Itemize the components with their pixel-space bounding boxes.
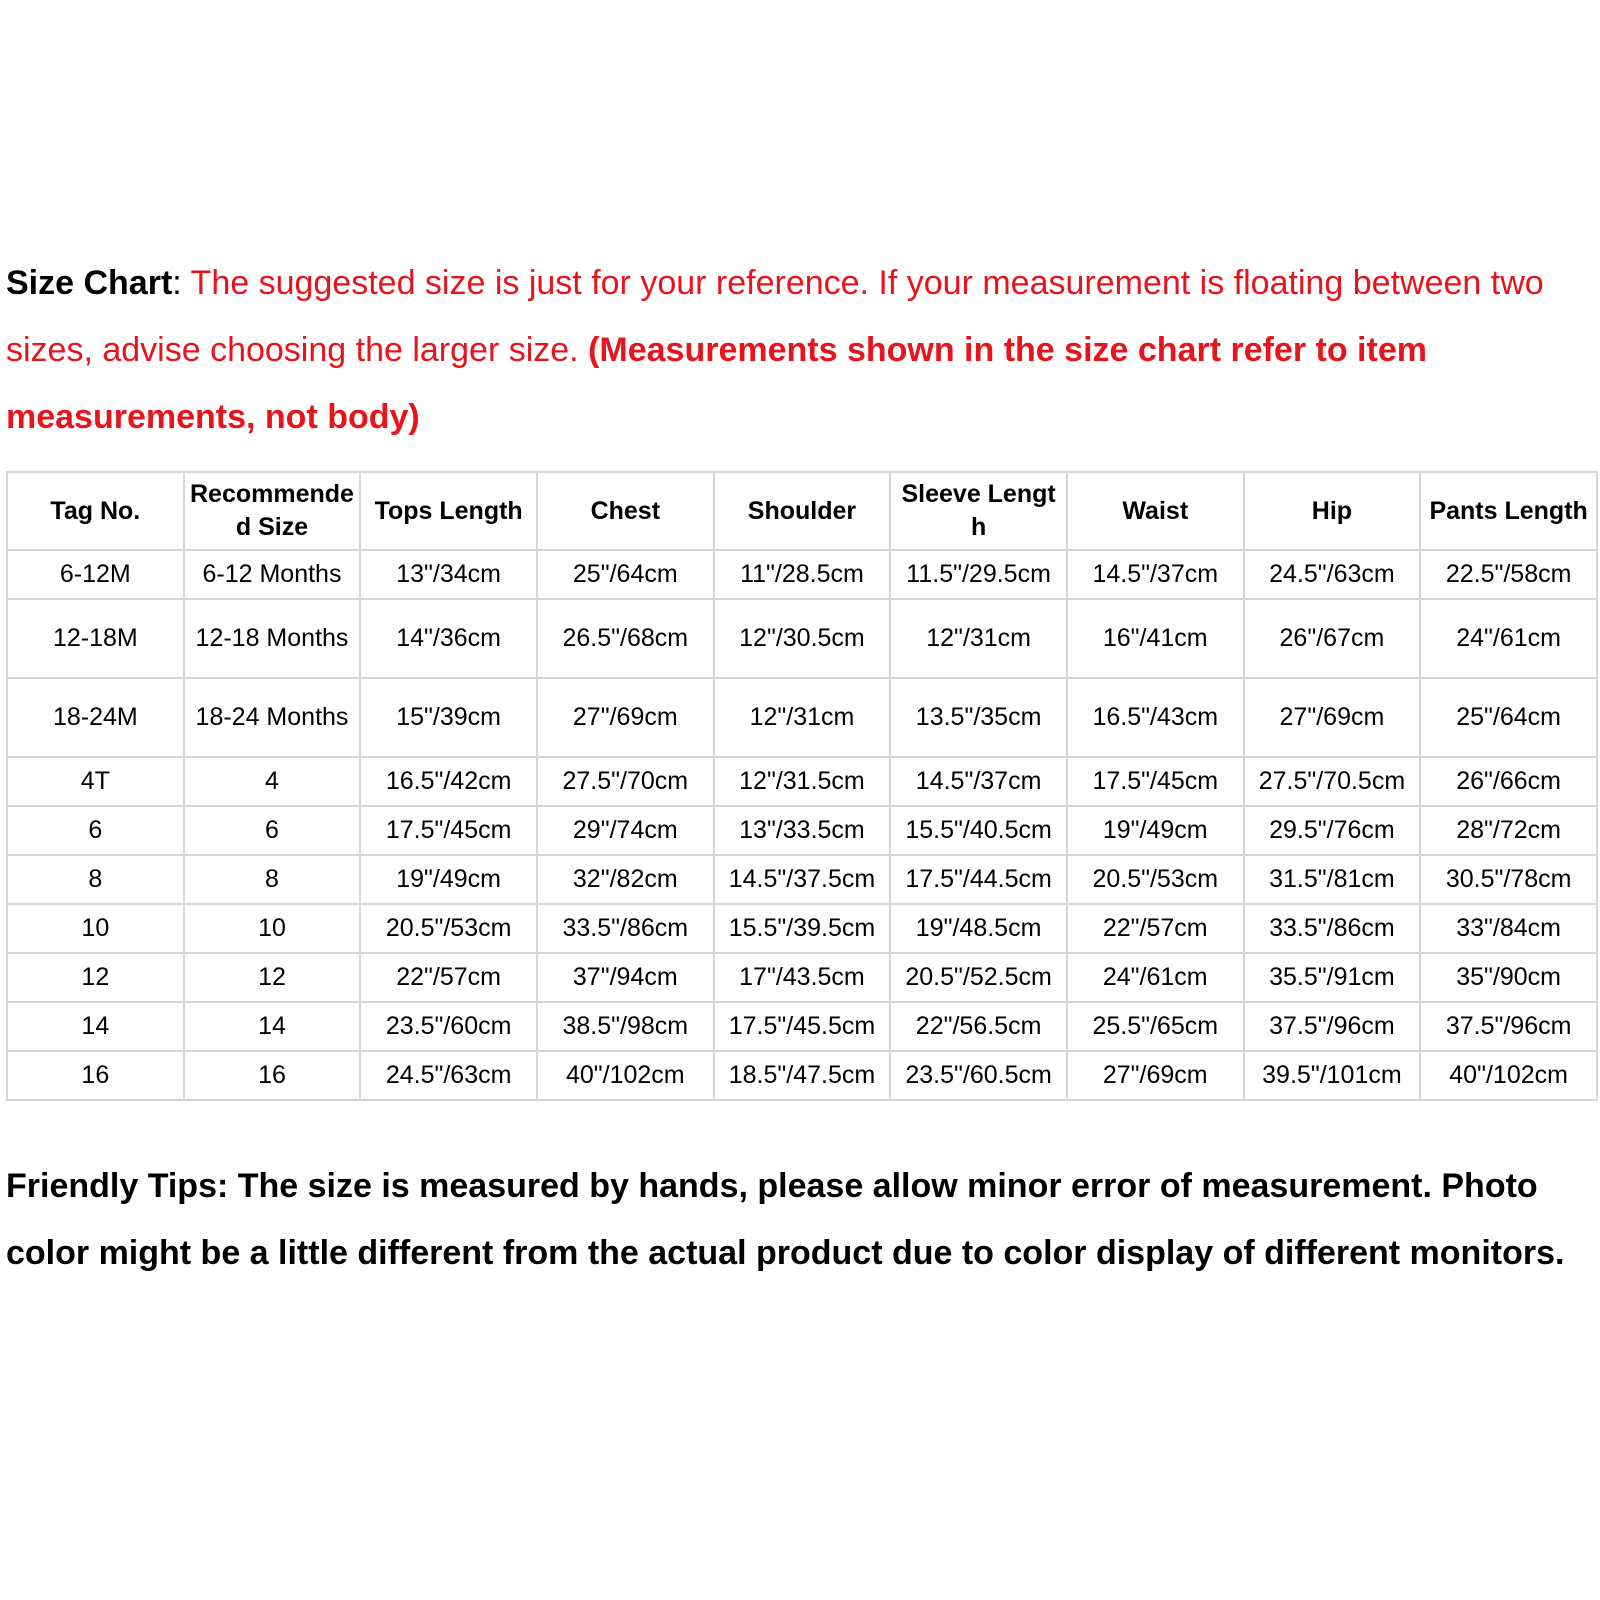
- table-cell: 14.5"/37cm: [1067, 550, 1244, 599]
- table-cell: 33.5"/86cm: [1244, 904, 1421, 953]
- table-cell: 11"/28.5cm: [714, 550, 891, 599]
- table-cell: 11.5"/29.5cm: [890, 550, 1067, 599]
- table-cell: 30.5"/78cm: [1420, 855, 1597, 904]
- table-cell: 29.5"/76cm: [1244, 806, 1421, 855]
- table-cell: 33"/84cm: [1420, 904, 1597, 953]
- table-cell: 37.5"/96cm: [1244, 1002, 1421, 1051]
- table-cell: 39.5"/101cm: [1244, 1051, 1421, 1100]
- table-cell: 10: [184, 904, 361, 953]
- table-cell: 12: [184, 953, 361, 1002]
- table-cell: 17.5"/45.5cm: [714, 1002, 891, 1051]
- table-cell: 33.5"/86cm: [537, 904, 714, 953]
- table-cell: 10: [7, 904, 184, 953]
- table-cell: 14.5"/37cm: [890, 757, 1067, 806]
- table-header: [7, 472, 1597, 550]
- table-cell: 40"/102cm: [1420, 1051, 1597, 1100]
- table-row: [7, 953, 1597, 1002]
- table-cell: 4T: [7, 757, 184, 806]
- table-cell: 17"/43.5cm: [714, 953, 891, 1002]
- table-cell: 38.5"/98cm: [537, 1002, 714, 1051]
- table-row: [7, 806, 1597, 855]
- header-row: [7, 472, 1597, 550]
- table-cell: 24.5"/63cm: [360, 1051, 537, 1100]
- table-body: [7, 550, 1597, 1100]
- table-cell: 24.5"/63cm: [1244, 550, 1421, 599]
- table-cell: 6-12 Months: [184, 550, 361, 599]
- table-cell: 13"/34cm: [360, 550, 537, 599]
- table-cell: 24"/61cm: [1420, 599, 1597, 678]
- table-cell: 19"/49cm: [1067, 806, 1244, 855]
- table-cell: 25"/64cm: [537, 550, 714, 599]
- table-row: [7, 678, 1597, 757]
- table-row: [7, 550, 1597, 599]
- table-cell: 6-12M: [7, 550, 184, 599]
- table-cell: 32"/82cm: [537, 855, 714, 904]
- table-cell: 12: [7, 953, 184, 1002]
- header-tag-no: Tag No.: [7, 472, 184, 550]
- table-cell: 20.5"/53cm: [1067, 855, 1244, 904]
- table-cell: 20.5"/53cm: [360, 904, 537, 953]
- table-cell: 15"/39cm: [360, 678, 537, 757]
- table-cell: 25"/64cm: [1420, 678, 1597, 757]
- table-cell: 27.5"/70.5cm: [1244, 757, 1421, 806]
- table-cell: 13.5"/35cm: [890, 678, 1067, 757]
- table-cell: 18-24M: [7, 678, 184, 757]
- table-cell: 28"/72cm: [1420, 806, 1597, 855]
- table-cell: 18-24 Months: [184, 678, 361, 757]
- table-cell: 12"/31.5cm: [714, 757, 891, 806]
- table-cell: 29"/74cm: [537, 806, 714, 855]
- table-cell: 6: [184, 806, 361, 855]
- table-cell: 22"/57cm: [360, 953, 537, 1002]
- table-cell: 4: [184, 757, 361, 806]
- table-cell: 27"/69cm: [537, 678, 714, 757]
- size-chart-table: [6, 471, 1598, 1101]
- table-cell: 40"/102cm: [537, 1051, 714, 1100]
- header-tops-length: Tops Length: [360, 472, 537, 550]
- table-cell: 22.5"/58cm: [1420, 550, 1597, 599]
- table-cell: 12"/31cm: [714, 678, 891, 757]
- table-cell: 14: [7, 1002, 184, 1051]
- table-cell: 18.5"/47.5cm: [714, 1051, 891, 1100]
- table-cell: 17.5"/45cm: [1067, 757, 1244, 806]
- header-recommended-size: Recommended Size: [184, 472, 361, 550]
- table-cell: 14"/36cm: [360, 599, 537, 678]
- table-cell: 27"/69cm: [1244, 678, 1421, 757]
- table-cell: 22"/56.5cm: [890, 1002, 1067, 1051]
- table-cell: 25.5"/65cm: [1067, 1002, 1244, 1051]
- table-cell: 26"/67cm: [1244, 599, 1421, 678]
- table-cell: 27"/69cm: [1067, 1051, 1244, 1100]
- table-cell: 35.5"/91cm: [1244, 953, 1421, 1002]
- table-row: [7, 904, 1597, 953]
- table-cell: 23.5"/60.5cm: [890, 1051, 1067, 1100]
- table-cell: 23.5"/60cm: [360, 1002, 537, 1051]
- table-cell: 16.5"/43cm: [1067, 678, 1244, 757]
- table-row: [7, 855, 1597, 904]
- table-row: [7, 1002, 1597, 1051]
- table-cell: 16: [7, 1051, 184, 1100]
- header-sleeve-length: Sleeve Length: [890, 472, 1067, 550]
- header-shoulder: Shoulder: [714, 472, 891, 550]
- table-cell: 12-18M: [7, 599, 184, 678]
- table-cell: 19"/48.5cm: [890, 904, 1067, 953]
- table-cell: 24"/61cm: [1067, 953, 1244, 1002]
- table-cell: 12"/31cm: [890, 599, 1067, 678]
- table-cell: 31.5"/81cm: [1244, 855, 1421, 904]
- intro-separator: :: [172, 264, 191, 302]
- table-cell: 16.5"/42cm: [360, 757, 537, 806]
- table-cell: 8: [184, 855, 361, 904]
- table-cell: 8: [7, 855, 184, 904]
- header-pants-length: Pants Length: [1420, 472, 1597, 550]
- table-cell: 26.5"/68cm: [537, 599, 714, 678]
- table-row: [7, 1051, 1597, 1100]
- header-hip: Hip: [1244, 472, 1421, 550]
- table-cell: 37"/94cm: [537, 953, 714, 1002]
- size-chart-label: Size Chart: [6, 264, 173, 302]
- header-chest: Chest: [537, 472, 714, 550]
- friendly-tips: Friendly Tips: The size is measured by hands, please allow minor error of measurement. Photo color might be a little different from the actual product due to color display of different monitors.: [6, 1167, 1565, 1272]
- header-waist: Waist: [1067, 472, 1244, 550]
- table-cell: 17.5"/45cm: [360, 806, 537, 855]
- table-cell: 12"/30.5cm: [714, 599, 891, 678]
- table-cell: 16"/41cm: [1067, 599, 1244, 678]
- table-cell: 6: [7, 806, 184, 855]
- table-cell: 17.5"/44.5cm: [890, 855, 1067, 904]
- table-cell: 20.5"/52.5cm: [890, 953, 1067, 1002]
- table-cell: 26"/66cm: [1420, 757, 1597, 806]
- table-cell: 27.5"/70cm: [537, 757, 714, 806]
- table-cell: 37.5"/96cm: [1420, 1002, 1597, 1051]
- measurement-disclaimer: (Measurements shown in the size chart refer to item measurements, not body): [6, 331, 1427, 436]
- size-chart-intro: [6, 250, 1586, 451]
- table-cell: 14.5"/37.5cm: [714, 855, 891, 904]
- table-cell: 12-18 Months: [184, 599, 361, 678]
- table-cell: 19"/49cm: [360, 855, 537, 904]
- table-cell: 15.5"/39.5cm: [714, 904, 891, 953]
- size-advice-note: The suggested size is just for your reference. If your measurement is floating between two sizes, advise choosing the larger size.: [6, 264, 1544, 369]
- table-cell: 22"/57cm: [1067, 904, 1244, 953]
- table-row: [7, 599, 1597, 678]
- table-cell: 35"/90cm: [1420, 953, 1597, 1002]
- table-cell: 14: [184, 1002, 361, 1051]
- table-cell: 13"/33.5cm: [714, 806, 891, 855]
- table-row: [7, 757, 1597, 806]
- table-cell: 16: [184, 1051, 361, 1100]
- table-cell: 15.5"/40.5cm: [890, 806, 1067, 855]
